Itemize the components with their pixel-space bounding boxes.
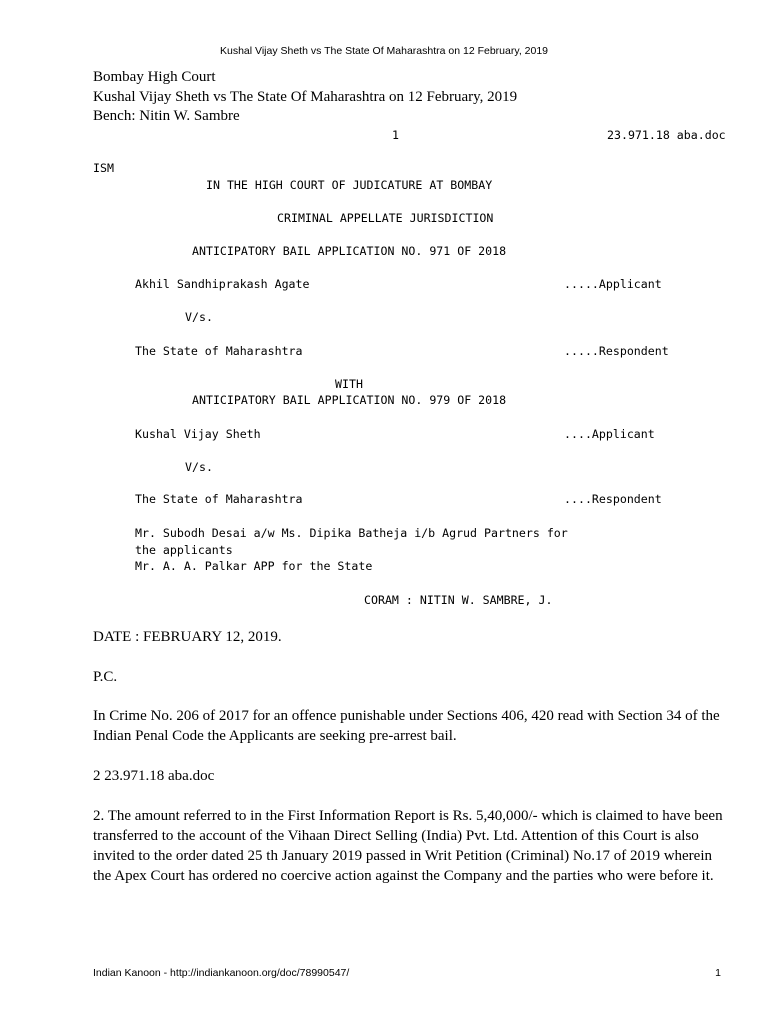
clerk-initials: ISM bbox=[93, 161, 114, 175]
page-reference: 2 23.971.18 aba.doc bbox=[93, 768, 215, 784]
with-heading: WITH bbox=[335, 377, 363, 391]
coram: CORAM : NITIN W. SAMBRE, J. bbox=[364, 593, 553, 607]
footer-page-number: 1 bbox=[715, 967, 721, 979]
counsel-line-3: Mr. A. A. Palkar APP for the State bbox=[135, 559, 373, 573]
applicant-name-2: Kushal Vijay Sheth bbox=[135, 427, 261, 441]
order-date: DATE : FEBRUARY 12, 2019. bbox=[93, 629, 282, 645]
applicant-name-1: Akhil Sandhiprakash Agate bbox=[135, 277, 310, 291]
court-name: Bombay High Court bbox=[93, 69, 216, 85]
page-marker: 1 bbox=[392, 128, 399, 142]
counsel-line-1: Mr. Subodh Desai a/w Ms. Dipika Batheja i/b Agrud Partners for bbox=[135, 526, 568, 540]
paragraph-1: In Crime No. 206 of 2017 for an offence punishable under Sections 406, 420 read with Section 34 of the Indian Penal Code the Applicants are seeking pre-arrest bail. bbox=[93, 708, 720, 744]
running-header: Kushal Vijay Sheth vs The State Of Maharashtra on 12 February, 2019 bbox=[219, 45, 549, 57]
jurisdiction-heading: CRIMINAL APPELLATE JURISDICTION bbox=[277, 211, 494, 225]
application-heading-1: ANTICIPATORY BAIL APPLICATION NO. 971 OF 2018 bbox=[192, 244, 507, 258]
versus-1: V/s. bbox=[185, 310, 213, 324]
applicant-role-2: ....Applicant bbox=[564, 427, 655, 441]
respondent-name-1: The State of Maharashtra bbox=[135, 344, 303, 358]
application-heading-2: ANTICIPATORY BAIL APPLICATION NO. 979 OF 2018 bbox=[192, 393, 507, 407]
respondent-name-2: The State of Maharashtra bbox=[135, 492, 303, 506]
doc-reference: 23.971.18 aba.doc bbox=[607, 128, 726, 142]
court-heading: IN THE HIGH COURT OF JUDICATURE AT BOMBAY bbox=[206, 178, 493, 192]
pc-marker: P.C. bbox=[93, 669, 118, 685]
respondent-role-2: ....Respondent bbox=[564, 492, 662, 506]
paragraph-2: 2. The amount referred to in the First Information Report is Rs. 5,40,000/- which is claimed to have been transferred to the account of the Vihaan Direct Selling (India) Pvt. Ltd. Attention of this Court is also invited to the order dated 25 th January 2019 passed in Writ Petition (Criminal) No.17 of 2019 wherein the Apex Court has ordered no coercive action against the Company and the parties who were before it. bbox=[93, 808, 723, 884]
applicant-role-1: .....Applicant bbox=[564, 277, 662, 291]
respondent-role-1: .....Respondent bbox=[564, 344, 669, 358]
counsel-line-2: the applicants bbox=[135, 543, 233, 557]
bench: Bench: Nitin W. Sambre bbox=[93, 108, 240, 124]
case-title: Kushal Vijay Sheth vs The State Of Maharashtra on 12 February, 2019 bbox=[93, 89, 518, 105]
versus-2: V/s. bbox=[185, 460, 213, 474]
footer-source-link[interactable]: Indian Kanoon - http://indiankanoon.org/doc/78990547/ bbox=[93, 967, 350, 979]
